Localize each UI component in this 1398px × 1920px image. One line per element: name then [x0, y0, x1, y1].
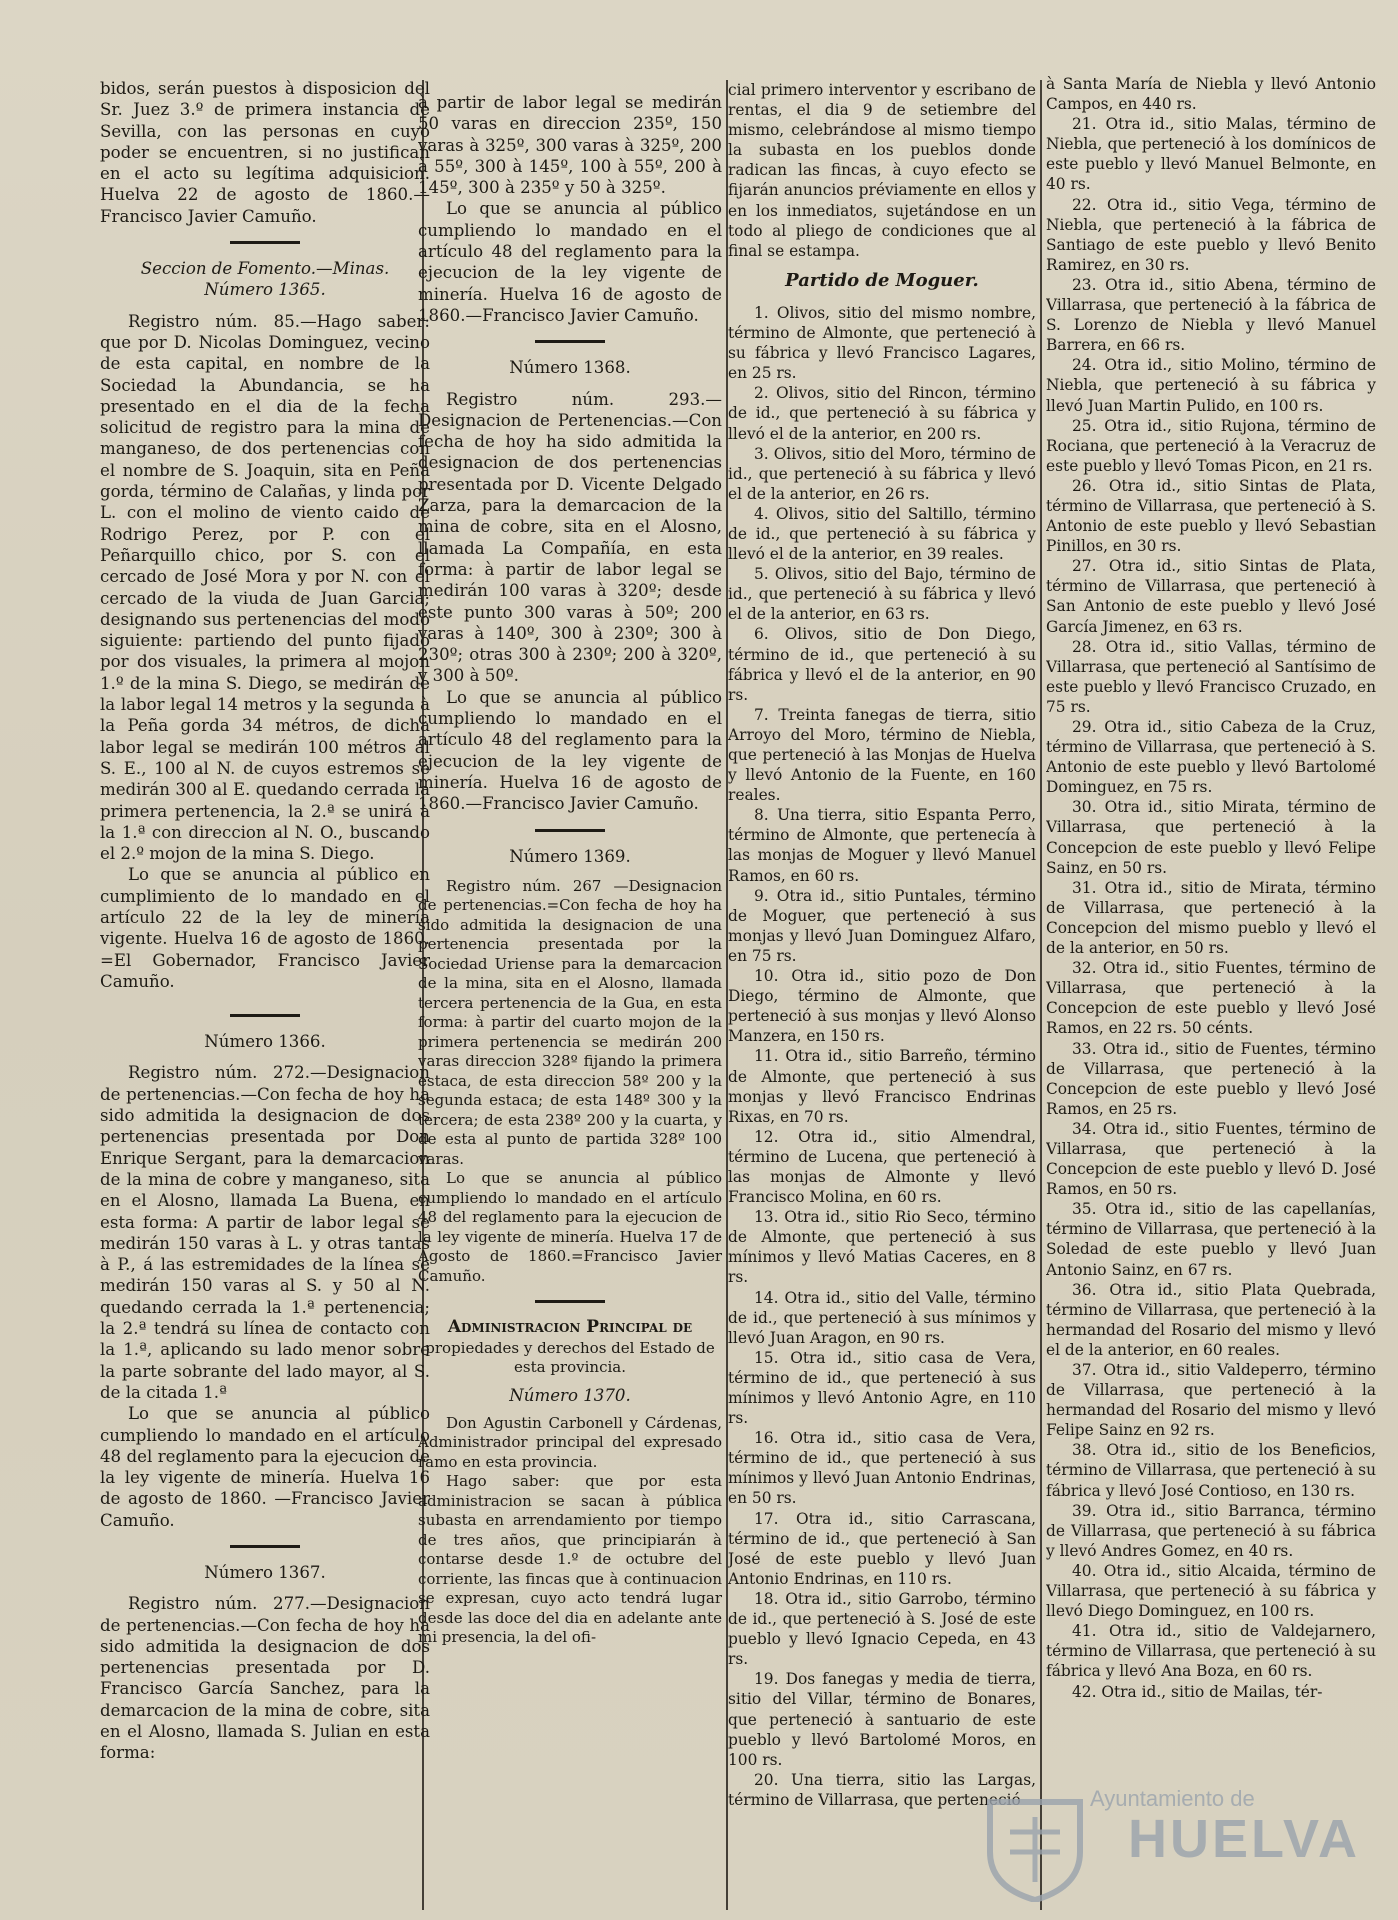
separator-rule	[535, 829, 605, 832]
list-item: 7. Treinta fanegas de tierra, sitio Arroyo del Moro, término de Niebla, que perteneció à las Monjas de Huelva y llevó Antonio de la Fuente, en 160 reales.	[728, 705, 1036, 805]
text-paragraph: Registro núm. 85.—Hago saber: que por D. Nicolas Dominguez, vecino de esta capital, en nombre de la Sociedad la Abundancia, se ha presentado en el dia de la fecha solicitud de registro para la mina de manganeso, de dos pertenencias con el nombre de S. Joaquin, sita en Peña gorda, término de Calañas, y linda por L. con el molino de viento caido de Rodrigo Perez, por P. con el Peñarquillo chico, por S. con el cercado de José Mora y por N. con el cercado de la viuda de Juan Garcia; designando sus pertenencias del modo siguiente: partiendo del punto fijado por dos visuales, la primera al mojon 1.º de la mina S. Diego, se medirán de la labor legal 14 metros y la segunda à la Peña gorda 34 métros, de dicha labor legal se medirán 100 métros al S. E., 100 al N. de cuyos estremos se medirán 300 al E. quedando cerrada la primera pertenencia, la 2.ª se unirá à la 1.ª con direccion al N. O., buscando el 2.º mojon de la mina S. Diego.	[100, 311, 430, 864]
list-item: 24. Otra id., sitio Molino, término de Niebla, que perteneció à su fábrica y llevó Juan Martin Pulido, en 100 rs.	[1046, 356, 1376, 415]
property-list	[1046, 74, 1376, 1702]
shield-icon	[980, 1792, 1090, 1902]
list-item: 36. Otra id., sitio Plata Quebrada, término de Villarrasa, que perteneció à la hermandad del Rosario del mismo y llevó el de la anterior, en 60 reales.	[1046, 1280, 1376, 1359]
column-3	[728, 80, 1036, 1920]
list-item: 25. Otra id., sitio Rujona, término de Rociana, que perteneció à la Veracruz de este pueblo y llevó Tomas Picon, en 21 rs.	[1046, 416, 1376, 475]
separator-rule	[230, 241, 300, 244]
separator-rule	[535, 1300, 605, 1303]
column-4	[1046, 74, 1376, 1920]
list-item: 4. Olivos, sitio del Saltillo, término de id., que perteneció à su fábrica y llevó el de la anterior, en 39 reales.	[728, 504, 1036, 564]
list-item: 35. Otra id., sitio de las capellanías, término de Villarrasa, que perteneció à la Soledad de este pueblo y llevó Juan Antonio Sainz, en 67 rs.	[1046, 1200, 1376, 1279]
list-item: 39. Otra id., sitio Barranca, término de Villarrasa, que perteneció à su fábrica y llevó Andres Gomez, en 40 rs.	[1046, 1501, 1376, 1560]
property-list	[728, 303, 1036, 1810]
text-paragraph: Registro núm. 267 —Designacion de pertenencias.=Con fecha de hoy ha sido admitida la designacion de una pertenencia presentada por la Sociedad Uriense para la demarcacion de la mina, sita en el Alosno, llamada tercera pertenencia de la Gua, en esta forma: à partir del cuarto mojon de la primera pertenencia se medirán 200 varas direccion 328º fijando la primera estaca, de esta direccion 58º 200 y la segunda estaca; de esta 148º 300 y la tercera; de esta 238º 200 y la cuarta, y de esta al punto de partida 328º 100 varas.	[418, 876, 722, 1168]
notice-number: Número 1365.	[204, 280, 326, 300]
column-2	[418, 92, 722, 1920]
text-paragraph: à partir de labor legal se medirán 50 varas en direccion 235º, 150 varas à 325º, 300 varas à 325º, 200 à 55º, 300 à 145º, 100 à 55º, 200 à 145º, 300 à 235º y 50 à 325º.	[418, 93, 722, 198]
list-item: 41. Otra id., sitio de Valdejarnero, término de Villarrasa, que perteneció à su fábrica y llevó Ana Boza, en 60 rs.	[1046, 1622, 1376, 1681]
list-item: 37. Otra id., sitio Valdeperro, término de Villarrasa, que perteneció à la hermandad del Rosario del mismo y llevó Felipe Sainz en 92 rs.	[1046, 1361, 1376, 1440]
list-item: 33. Otra id., sitio de Fuentes, término de Villarrasa, que perteneció à la Concepcion de este pueblo y llevó José Ramos, en 25 rs.	[1046, 1039, 1376, 1118]
list-item: 19. Dos fanegas y media de tierra, sitio del Villar, término de Bonares, que perteneció à santuario de este pueblo y llevó Bartolomé Moros, en 100 rs.	[728, 1670, 1036, 1769]
list-item: 10. Otra id., sitio pozo de Don Diego, término de Almonte, que perteneció à sus monjas y llevó Alonso Manzera, en 150 rs.	[728, 967, 1036, 1046]
list-item: 14. Otra id., sitio del Valle, término de id., que perteneció à sus mínimos y llevó Juan Aragon, en 90 rs.	[728, 1288, 1036, 1347]
list-item: 23. Otra id., sitio Abena, término de Villarrasa, que perteneció à la fábrica de S. Lorenzo de Niebla y llevó Manuel Barrera, en 66 rs.	[1046, 275, 1376, 355]
text-paragraph: cial primero interventor y escribano de rentas, el dia 9 de setiembre del mismo, celebrándose al mismo tiempo la subasta en los pueblos donde radican las fincas, à cuyo efecto se fijarán anuncios préviamente en ellos y en los inmediatos, sujetándose en un todo al pliego de condiciones que al final se estampa.	[728, 81, 1036, 260]
list-item: 2. Olivos, sitio del Rincon, término de id., que perteneció à su fábrica y llevó el de la anterior, en 200 rs.	[728, 384, 1036, 443]
list-item: 1. Olivos, sitio del mismo nombre, término de Almonte, que perteneció à su fábrica y llevó Francisco Lagares, en 25 rs.	[728, 303, 1036, 383]
column-1	[100, 78, 430, 1920]
list-item: 12. Otra id., sitio Almendral, término de Lucena, que perteneció à las monjas de Almonte y llevó Francisco Molina, en 60 rs.	[728, 1127, 1036, 1207]
list-item: 6. Olivos, sitio de Don Diego, término de id., que perteneció à su fábrica y llevó el de la anterior, en 90 rs.	[728, 625, 1036, 704]
notice-number: Número 1370.	[509, 1385, 631, 1405]
list-item: 20. Una tierra, sitio las Largas, término de Villarrasa, que perteneció	[728, 1770, 1036, 1809]
text-paragraph: Lo que se anuncia al público cumpliendo lo mandado en el artículo 48 del reglamento para la ejecucion de la ley vigente de minería. Huelva 17 de Agosto de 1860.=Francisco Javier Camuño.	[418, 1169, 722, 1285]
list-item: 17. Otra id., sitio Carrascana, término de id., que perteneció à San José de este pueblo y llevó Juan Antonio Endrinas, en 110 rs.	[728, 1509, 1036, 1588]
text-paragraph: Registro núm. 293.—Designacion de Pertenencias.—Con fecha de hoy ha sido admitida la designacion de dos pertenencias presentada por D. Vicente Delgado Zarza, para la demarcacion de la mina de cobre, sita en el Alosno, llamada La Compañía, en esta forma: à partir de labor legal se medirán 100 varas à 320º; desde este punto 300 varas à 50º; 200 varas à 140º, 300 à 230º; 300 à 230º; otras 300 à 230º; 200 à 320º, y 300 à 50º.	[418, 389, 722, 686]
list-item: 15. Otra id., sitio casa de Vera, término de id., que perteneció à sus mínimos y llevó Antonio Agre, en 110 rs.	[728, 1348, 1036, 1428]
text-paragraph: Registro núm. 277.—Designacion de pertenencias.—Con fecha de hoy ha sido admitida la designacion de dos pertenencias presentada por D. Francisco García Sanchez, para la demarcacion de la mina de cobre, sita en el Alosno, llamada S. Julian en esta forma:	[100, 1594, 430, 1763]
notice-number: Número 1366.	[204, 1032, 326, 1052]
watermark-text: Ayuntamiento de	[1090, 1786, 1255, 1811]
column-rule	[1040, 80, 1042, 1910]
list-item: 38. Otra id., sitio de los Beneficios, término de Villarrasa, que perteneció à su fábrica y llevó José Contioso, en 130 rs.	[1046, 1441, 1376, 1500]
text-paragraph: Lo que se anuncia al público cumpliendo lo mandado en el artículo 48 del reglamento para la ejecucion de la ley vigente de minería. Huelva 16 de agosto de 1860.—Francisco Javier Camuño.	[418, 687, 722, 814]
list-item: 42. Otra id., sitio de Mailas, tér-	[1072, 1682, 1323, 1701]
text-paragraph: Lo que se anuncia al público cumpliendo lo mandado en el artículo 48 del reglamento para la ejecucion de la ley vigente de minería. Huelva 16 de agosto de 1860.—Francisco Javier Camuño.	[418, 199, 722, 325]
list-item: 5. Olivos, sitio del Bajo, término de id., que perteneció à su fábrica y llevó el de la anterior, en 63 rs.	[728, 565, 1036, 624]
list-item: 30. Otra id., sitio Mirata, término de Villarrasa, que perteneció à la Concepcion de este pueblo y llevó Felipe Sainz, en 50 rs.	[1046, 798, 1376, 877]
text-paragraph: Registro núm. 272.—Designacion de pertenencias.—Con fecha de hoy ha sido admitida la designacion de dos pertenencias presentada por Don Enrique Sergant, para la demarcacion de la mina de cobre y manganeso, sita en el Alosno, llamada La Buena, en esta forma: A partir de labor legal se medirán 150 varas à L. y otras tantas à P., á las estremidades de la línea se medirán 150 varas al S. y 50 al N. quedando cerrada la 1.ª pertenencia; la 2.ª tendrá su línea de contacto con la 1.ª, aplicando su lado menor sobre la parte sobrante del lado mayor, al S. de la citada 1.ª	[100, 1063, 430, 1402]
list-item: 32. Otra id., sitio Fuentes, término de Villarrasa, que perteneció à la Concepcion de este pueblo y llevó José Ramos, en 22 rs. 50 cénts.	[1046, 959, 1376, 1038]
list-item: 18. Otra id., sitio Garrobo, término de id., que perteneció à S. José de este pueblo y llevó Ignacio Cepeda, en 43 rs.	[728, 1589, 1036, 1669]
list-item: 21. Otra id., sitio Malas, término de Niebla, que perteneció à los domínicos de este pueblo y llevó Manuel Belmonte, en 40 rs.	[1046, 115, 1376, 194]
list-item: 9. Otra id., sitio Puntales, término de Moguer, que perteneció à sus monjas y llevó Juan Dominguez Alfaro, en 75 rs.	[728, 886, 1036, 965]
list-item: 22. Otra id., sitio Vega, término de Niebla, que perteneció à la fábrica de Santiago de este pueblo y llevó Benito Ramirez, en 30 rs.	[1046, 195, 1376, 274]
section-heading: Seccion de Fomento.—Minas.	[140, 259, 390, 279]
list-item: 3. Olivos, sitio del Moro, término de id., que perteneció à su fábrica y llevó el de la anterior, en 26 rs.	[728, 444, 1036, 503]
notice-number: Número 1368.	[509, 358, 631, 378]
list-item: 11. Otra id., sitio Barreño, término de Almonte, que perteneció à sus monjas y llevó Francisco Endrinas Rixas, en 70 rs.	[728, 1047, 1036, 1126]
list-item: 16. Otra id., sitio casa de Vera, término de id., que perteneció à sus mínimos y llevó Juan Antonio Endrinas, en 50 rs.	[728, 1429, 1036, 1508]
watermark-logo	[980, 1786, 1380, 1906]
admin-heading: Administracion Principal de	[447, 1317, 693, 1338]
list-item: 28. Otra id., sitio Vallas, término de Villarrasa, que perteneció al Santísimo de este pueblo y llevó Francisco Cruzado, en 75 rs.	[1046, 637, 1376, 716]
list-item: 31. Otra id., sitio de Mirata, término de Villarrasa, que perteneció à la Concepcion del mismo pueblo y llevó el de la anterior, en 50 rs.	[1046, 878, 1376, 958]
separator-rule	[230, 1545, 300, 1548]
notice-number: Número 1367.	[204, 1563, 326, 1582]
text-paragraph: Hago saber: que por esta administracion se sacan à pública subasta en arrendamiento por tiempo de tres años, que principiarán à contarse desde 1.º de octubre del corriente, las fincas que à continuacion se expresan, cuyo acto tendrá lugar desde las doce del dia en adelante ante mi presencia, la del ofi-	[418, 1472, 722, 1647]
section-heading: Partido de Moguer.	[785, 269, 979, 291]
text-paragraph: Don Agustin Carbonell y Cárdenas, Administrador principal del expresado ramo en esta provincia.	[418, 1413, 722, 1471]
list-item: 8. Una tierra, sitio Espanta Perro, término de Almonte, que pertenecía à las monjas de Moguer y llevó Manuel Ramos, en 60 rs.	[728, 806, 1036, 885]
list-item: 40. Otra id., sitio Alcaida, término de Villarrasa, que perteneció à su fábrica y llevó Diego Dominguez, en 100 rs.	[1046, 1561, 1376, 1621]
list-item: 13. Otra id., sitio Rio Seco, término de Almonte, que perteneció à sus mínimos y llevó Matias Caceres, en 8 rs.	[728, 1208, 1036, 1287]
separator-rule	[230, 1014, 300, 1017]
watermark-text: HUELVA	[1128, 1809, 1360, 1869]
separator-rule	[535, 340, 605, 343]
list-item: 27. Otra id., sitio Sintas de Plata, término de Villarrasa, que perteneció à San Antonio de este pueblo y llevó José García Jimenez, en 63 rs.	[1046, 557, 1376, 636]
admin-subheading: propiedades y derechos del Estado de esta provincia.	[425, 1338, 715, 1376]
text-paragraph: bidos, serán puestos à disposicion del Sr. Juez 3.º de primera instancia de Sevilla, con las personas en cuyo poder se encuentren, si no justifican en el acto su legítima adquisicion. Huelva 22 de agosto de 1860.—Francisco Javier Camuño.	[100, 79, 430, 226]
notice-number: Número 1369.	[509, 846, 631, 866]
list-item: 26. Otra id., sitio Sintas de Plata, término de Villarrasa, que perteneció à S. Antonio de este pueblo y llevó Sebastian Pinillos, en 30 rs.	[1046, 476, 1376, 556]
text-paragraph: Lo que se anuncia al público cumpliendo lo mandado en el artículo 48 del reglamento para la ejecucion de la ley vigente de minería. Huelva 16 de agosto de 1860. —Francisco Javier Camuño.	[100, 1404, 430, 1530]
list-item: 34. Otra id., sitio Fuentes, término de Villarrasa, que perteneció à la Concepcion de este pueblo y llevó D. José Ramos, en 50 rs.	[1046, 1119, 1376, 1199]
list-item: à Santa María de Niebla y llevó Antonio Campos, en 440 rs.	[1046, 75, 1376, 114]
text-paragraph: Lo que se anuncia al público en cumplimiento de lo mandado en el artículo 22 de la ley de minería vigente. Huelva 16 de agosto de 1860. =El Gobernador, Francisco Javier Camuño.	[100, 865, 430, 991]
list-item: 29. Otra id., sitio Cabeza de la Cruz, término de Villarrasa, que perteneció à S. Antonio de este pueblo y llevó Bartolomé Dominguez, en 75 rs.	[1046, 718, 1376, 797]
